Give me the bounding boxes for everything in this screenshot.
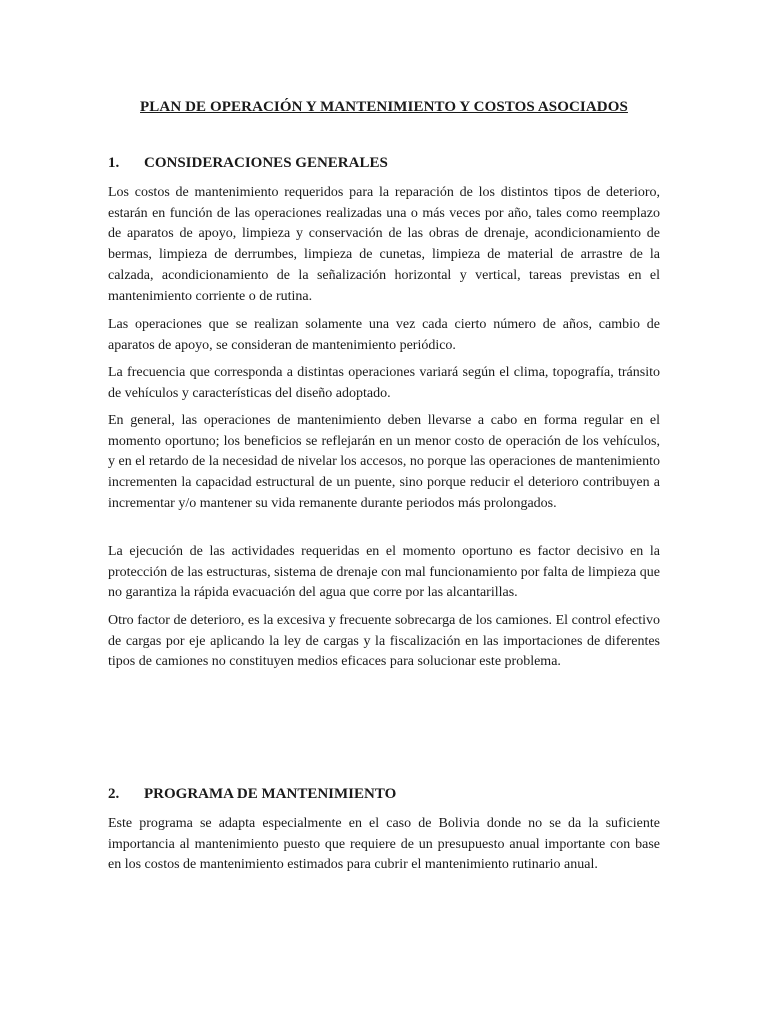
section-1-paragraph-4: En general, las operaciones de mantenimiento deben llevarse a cabo en forma regular en el momento oportuno; los beneficios se reflejarán en un menor costo de operación de los vehículos, y en el retardo de la necesidad de nivelar los accesos, no porque las operaciones de mantenimiento incrementen la capacidad estructural de un puente, sino porque reducir el deterioro contribuyen a incrementar y/o mantener su vida remanente durante periodos más prolongados. [108,413,660,511]
section-1-paragraph-3: La frecuencia que corresponda a distintas operaciones variará según el clima, topografía, tránsito de vehículos y características del diseño adoptado. [108,365,660,401]
section-1-paragraph-2: Las operaciones que se realizan solamente una vez cada cierto número de años, cambio de aparatos de apoyo, se consideran de mantenimiento periódico. [108,317,660,353]
section-1-paragraph-1: Los costos de mantenimiento requeridos para la reparación de los distintos tipos de deterioro, estarán en función de las operaciones realizadas una o más veces por año, tales como reemplazo de aparatos de apoyo, limpieza y conservación de las obras de drenaje, acondicionamiento de bermas, limpieza de derrumbes, limpieza de cunetas, limpieza de material de arrastre de la calzada, acondicionamiento de la señalización horizontal y vertical, tareas previstas en el mantenimiento corriente o de rutina. [108,185,660,304]
section-2-heading [108,786,396,803]
document-title: PLAN DE OPERACIÓN Y MANTENIMIENTO Y COSTOS ASOCIADOS [140,99,628,115]
section-1-heading [108,155,388,172]
section-1-number: 1. [108,155,120,171]
section-1-paragraph-5: La ejecución de las actividades requeridas en el momento oportuno es factor decisivo en la protección de las estructuras, sistema de drenaje con mal funcionamiento por falta de limpieza que no garantiza la rápida evacuación del agua que corre por las alcantarillas. [108,544,660,601]
section-1-title: CONSIDERACIONES GENERALES [144,155,388,171]
section-2-number: 2. [108,786,120,802]
section-2-paragraph-1: Este programa se adapta especialmente en el caso de Bolivia donde no se da la suficiente importancia al mantenimiento puesto que requiere de un presupuesto anual importante con base en los costos de mantenimiento estimados para cubrir el mantenimiento rutinario anual. [108,816,660,873]
section-1-paragraph-6: Otro factor de deterioro, es la excesiva y frecuente sobrecarga de los camiones. El control efectivo de cargas por eje aplicando la ley de cargas y la fiscalización en las importaciones de diferentes tipos de camiones no constituyen medios eficaces para solucionar este problema. [108,613,660,670]
section-2-title: PROGRAMA DE MANTENIMIENTO [144,786,397,802]
